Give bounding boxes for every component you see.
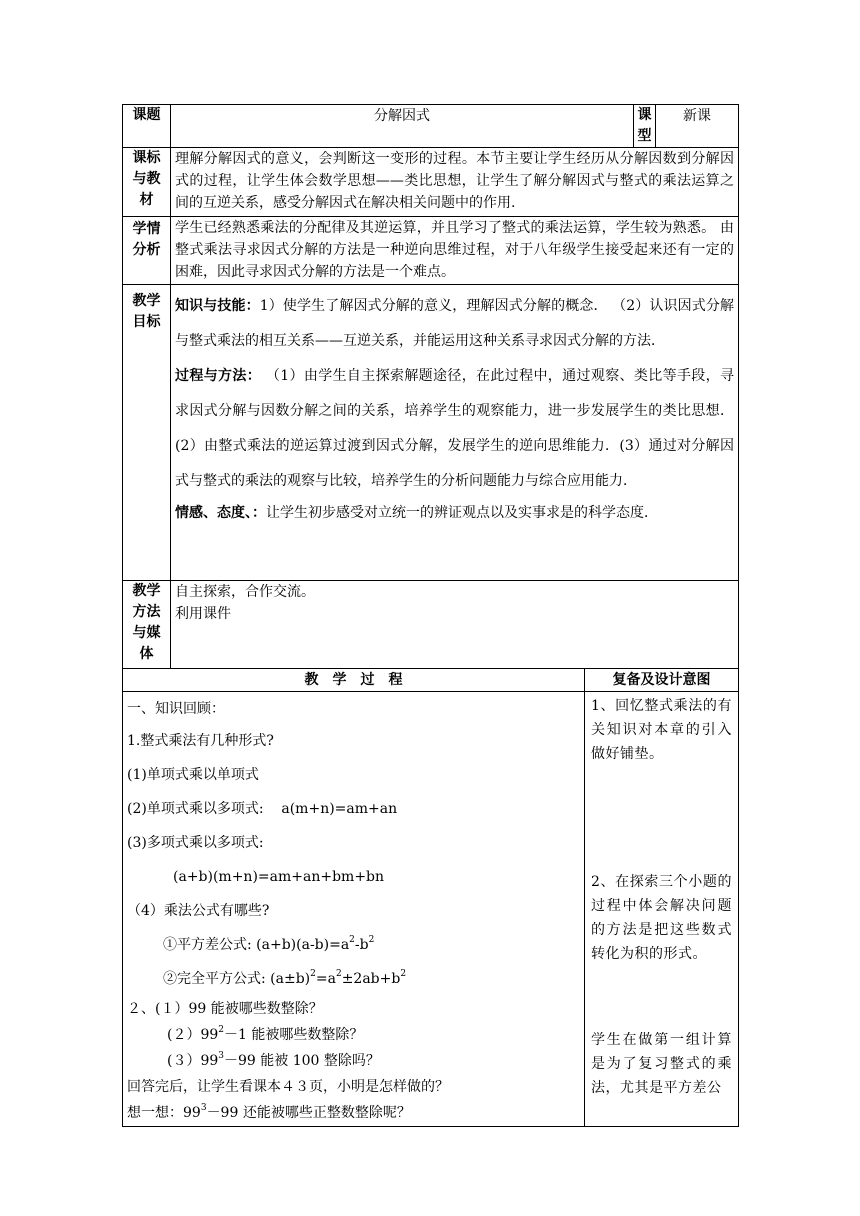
process-body-row [123, 692, 739, 1127]
label-type: 课型 [634, 105, 656, 148]
process-heading: 教 学 过 程 [123, 669, 585, 692]
curriculum-row [123, 148, 739, 217]
topic-value: 分解因式 [171, 105, 634, 148]
notes-content [585, 692, 739, 1127]
lesson-plan-table [122, 104, 739, 669]
objective-emotion: 情感、态度、：让学生初步感受对立统一的辨证观点以及实事求是的科学态度． [175, 505, 658, 521]
label-curriculum: 课标 与教 材 [123, 148, 171, 217]
learners-row [123, 217, 739, 285]
objectives-text [171, 285, 739, 581]
type-value: 新课 [656, 105, 739, 148]
header-row [123, 105, 739, 148]
methods-text: 自主探索，合作交流。 利用课件 [171, 581, 739, 669]
note-1: 1、回忆整式乘法的有关知识对本章的引入做好铺垫。 [591, 698, 732, 762]
objective-knowledge: 知识与技能：1）使学生了解因式分解的意义，理解因式分解的概念． （2）认识因式分解与整式乘法的相互关系——互逆关系，并能运用这种关系寻求因式分解的方法． [175, 298, 735, 349]
process-content: 一、知识回顾： 1.整式乘法有几种形式? (1)单项式乘以单项式 (2)单项式乘以多项式: a(m+n)=am+an (3)多项式乘以多项式: (a+b)(m+n)=am+an+bm+bn （4）乘法公式有哪些? ①平方差公式: $(a+b)(a-b)=a^2-b^2$ ②完全平方公式: $(a\pm b)^2=a^2\pm 2ab+b^2$ ２、(１）99 能被哪些数整除？ $(2)99^2-1$ 能被哪些数整除？ $(3)99^3-99$ 能被 100 整除吗？ 回答完后，让学生看课本４３页，小明是怎样做的？ 想一想：$99^3-99$ 还能被哪些正整数整除呢？ [123, 692, 585, 1127]
process-header-row [123, 669, 739, 692]
label-methods: 教学 方法 与媒 体 [123, 581, 171, 669]
lesson-plan [122, 104, 738, 1127]
note-3: 学生在做第一组计算是为了复习整式的乘法，尤其是平方差公 [591, 1032, 732, 1096]
notes-heading: 复备及设计意图 [585, 669, 739, 692]
methods-row [123, 581, 739, 669]
objective-process: 过程与方法： （1）由学生自主探索解题途径，在此过程中，通过观察、类比等手段，寻求因式分解与因数分解之间的关系，培养学生的观察能力，进一步发展学生的类比思想．(2）由整式乘法的逆运算过渡到因式分解，发展学生的逆向思维能力．(3）通过对分解因式与整式的乘法的观察与比较，培养学生的分析问题能力与综合应用能力． [175, 368, 735, 489]
label-topic: 课题 [123, 105, 171, 148]
curriculum-text: 理解分解因式的意义，会判断这一变形的过程。本节主要让学生经历从分解因数到分解因式的过程，让学生体会数学思想——类比思想，让学生了解分解因式与整式的乘法运算之间的互逆关系，感受分解因式在解决相关问题中的作用. [171, 148, 739, 217]
process-table [122, 668, 739, 1127]
note-2: 2、在探索三个小题的过程中体会解决问题的方法是把这些数式转化为积的形式。 [591, 874, 732, 962]
learners-text: 学生已经熟悉乘法的分配律及其逆运算，并且学习了整式的乘法运算，学生较为熟悉。 由整式乘法寻求因式分解的方法是一种逆向思维过程，对于八年级学生接受起来还有一定的困难，因此寻求因式分解的方法是一个难点。 [171, 217, 739, 285]
objectives-row [123, 285, 739, 581]
label-learners: 学情 分析 [123, 217, 171, 285]
label-objectives: 教学 目标 [123, 285, 171, 581]
